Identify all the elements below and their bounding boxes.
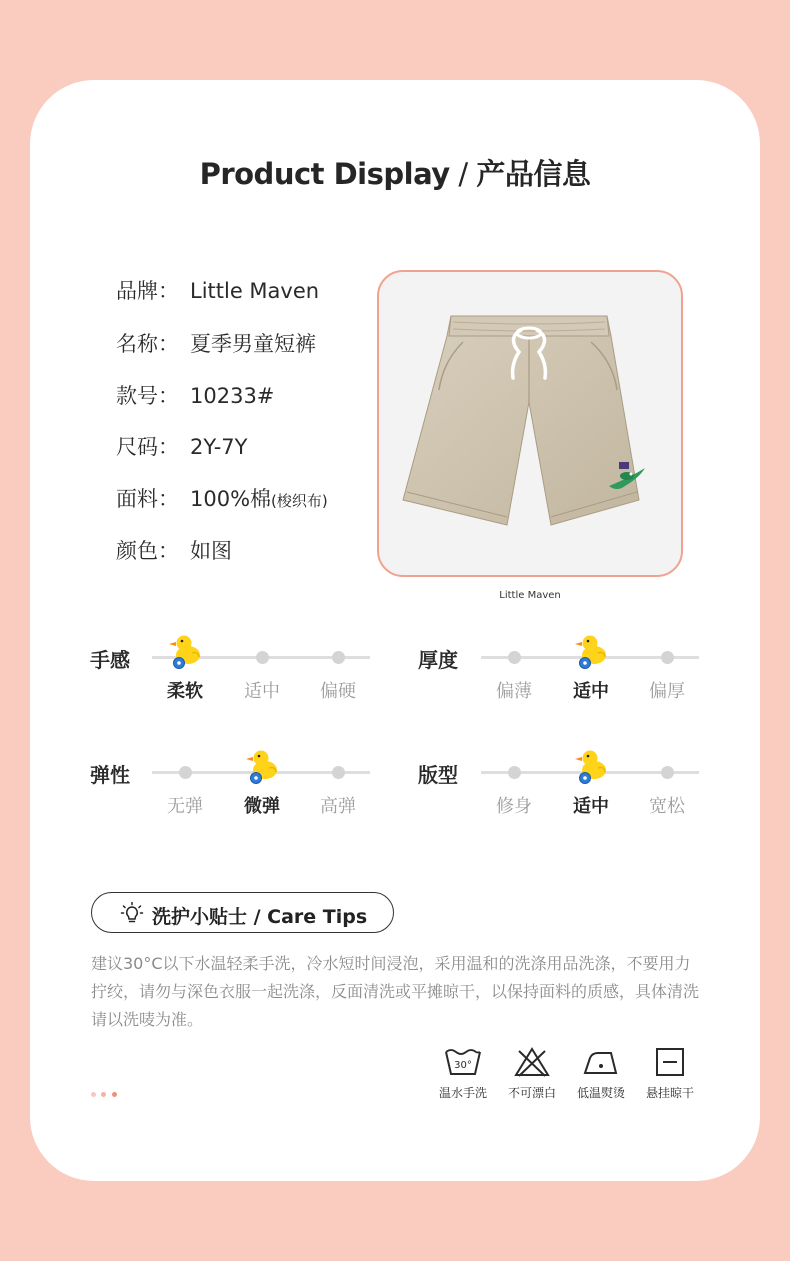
attribute-option: 偏薄 (496, 681, 532, 702)
attribute-dot (508, 651, 521, 664)
attribute-dot (661, 766, 674, 779)
attribute-dot (179, 766, 192, 779)
duck-marker-icon (574, 748, 608, 786)
attribute-label: 弹性 (90, 763, 130, 787)
attribute-option-selected: 柔软 (167, 681, 203, 702)
no-bleach-icon (512, 1046, 552, 1078)
shorts-illustration (379, 272, 681, 575)
hand-wash-30-icon (443, 1046, 483, 1078)
attribute-label: 手感 (90, 648, 130, 672)
attribute-option-selected: 适中 (573, 796, 609, 817)
page-title (0, 152, 790, 193)
duck-marker-icon (574, 633, 608, 671)
attribute-dot (661, 651, 674, 664)
care-item-hand-wash (428, 1046, 498, 1101)
title-english: Product Display (199, 157, 450, 191)
care-label: 低温熨烫 (576, 1086, 625, 1100)
attribute-dot (332, 651, 345, 664)
care-tips-heading (91, 892, 394, 933)
spec-fabric (116, 483, 328, 513)
hang-dry-icon (650, 1046, 690, 1078)
attribute-option: 偏硬 (320, 681, 356, 702)
spec-style-number (116, 380, 274, 410)
attribute-option-selected: 微弹 (244, 796, 280, 817)
attribute-option: 适中 (244, 681, 280, 702)
lightbulb-icon (120, 901, 144, 925)
attribute-dot (508, 766, 521, 779)
spec-key: 款号： (116, 384, 179, 408)
care-label: 悬挂晾干 (645, 1086, 694, 1100)
attribute-option: 修身 (496, 796, 532, 817)
spec-note: (梭织布) (271, 492, 328, 510)
care-tips-title: 洗护小贴士 / Care Tips (152, 906, 368, 928)
spec-value: 如图 (190, 539, 232, 563)
attribute-option: 无弹 (167, 796, 203, 817)
care-tips-text: 建议30°C以下水温轻柔手洗，冷水短时间浸泡，采用温和的洗涤用品洗涤，不要用力拧绞，请勿与深色衣服一起洗涤，反面清洗或平摊晾干，以保持面料的质感，具体清洗请以洗唛为准。 (91, 954, 700, 1029)
spec-key: 尺码： (116, 435, 179, 459)
attribute-label: 版型 (418, 763, 458, 787)
attribute-dot (256, 651, 269, 664)
spec-key: 名称： (116, 332, 179, 356)
spec-value: 10233# (190, 384, 275, 408)
attribute-dot (332, 766, 345, 779)
spec-name (116, 328, 316, 358)
photo-caption: Little Maven (499, 590, 561, 601)
attribute-option: 宽松 (649, 796, 685, 817)
spec-value: 夏季男童短裤 (190, 332, 316, 356)
spec-size (116, 431, 247, 461)
care-label: 不可漂白 (507, 1086, 556, 1100)
duck-marker-icon (168, 633, 202, 671)
spec-value: 2Y-7Y (190, 435, 248, 459)
spec-key: 颜色： (116, 539, 179, 563)
product-photo (377, 270, 683, 577)
spec-key: 面料： (116, 487, 179, 511)
title-separator: / (449, 157, 477, 191)
care-item-hang-dry (635, 1046, 705, 1101)
care-item-low-iron (566, 1046, 636, 1101)
low-iron-icon (581, 1046, 621, 1078)
attribute-option: 偏厚 (649, 681, 685, 702)
spec-value: Little Maven (190, 279, 320, 303)
decor-dot (91, 1092, 96, 1097)
attribute-label: 厚度 (418, 648, 458, 672)
care-item-no-bleach (497, 1046, 567, 1101)
decor-dot (112, 1092, 117, 1097)
attribute-option-selected: 适中 (573, 681, 609, 702)
duck-marker-icon (245, 748, 279, 786)
spec-brand (116, 275, 319, 305)
decor-dot (101, 1092, 106, 1097)
spec-value: 100%棉 (190, 487, 272, 511)
care-label: 温水手洗 (438, 1086, 487, 1100)
attribute-option: 高弹 (320, 796, 356, 817)
spec-color (116, 535, 232, 565)
wash-temperature: 30° (454, 1060, 472, 1071)
spec-key: 品牌： (116, 279, 179, 303)
title-chinese: 产品信息 (476, 157, 591, 191)
